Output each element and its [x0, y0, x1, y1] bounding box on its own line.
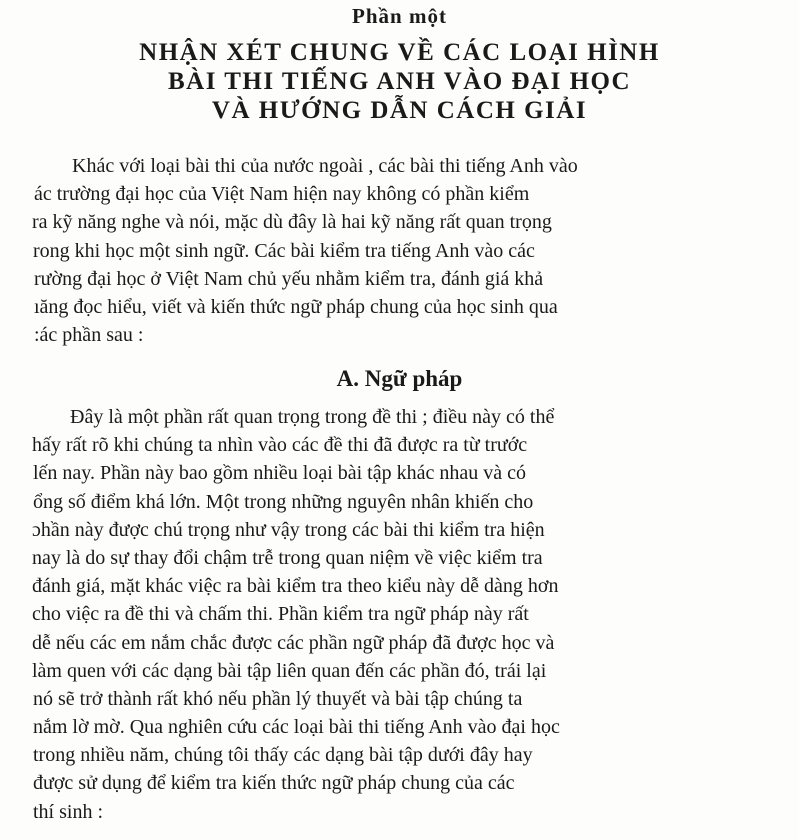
- title-line: NHẬN XÉT CHUNG VỀ CÁC LOẠI HÌNH: [139, 39, 660, 66]
- chapter-title: [0, 38, 799, 125]
- text-line: ra kỹ năng nghe và nói, mặc dù đây là hai kỹ năng rất quan trọng: [32, 211, 552, 234]
- text-line: ác trường đại học của Việt Nam hiện nay không có phần kiểm: [34, 183, 530, 206]
- part-label: Phần một: [352, 4, 447, 28]
- text-line: đánh giá, mặt khác việc ra bài kiểm tra theo kiểu này dễ dàng hơn: [32, 575, 559, 598]
- text-line: lến nay. Phần này bao gồm nhiều loại bài tập khác nhau và có: [33, 462, 526, 485]
- text-line: nay là do sự thay đổi chậm trễ trong quan niệm về việc kiểm tra: [32, 546, 543, 569]
- text-line: dễ nếu các em nắm chắc được các phần ngữ pháp đã được học và: [32, 631, 555, 654]
- title-line: VÀ HƯỚNG DẪN CÁCH GIẢI: [211, 97, 588, 124]
- text-line: nó sẽ trở thành rất khó nếu phần lý thuyết và bài tập chúng ta: [33, 687, 523, 710]
- text-line: rong khi học một sinh ngữ. Các bài kiểm tra tiếng Anh vào các: [33, 239, 535, 262]
- text-line: trong nhiều năm, chúng tôi thấy các dạng bài tập dưới đây hay: [33, 744, 533, 767]
- title-line: BÀI THI TIẾNG ANH VÀO ĐẠI HỌC: [167, 68, 632, 95]
- text-line: Khác với loại bài thi của nước ngoài , các bài thi tiếng Anh vào: [72, 155, 578, 177]
- grammar-paragraph: [0, 403, 760, 826]
- text-line: nắm lờ mờ. Qua nghiên cứu các loại bài thi tiếng Anh vào đại học: [33, 716, 560, 739]
- text-line: cho việc ra đề thi và chấm thi. Phần kiểm tra ngữ pháp này rất: [32, 603, 529, 626]
- text-line: thí sinh :: [33, 800, 104, 823]
- text-line: :ác phần sau :: [34, 324, 144, 347]
- text-line: rường đại học ở Việt Nam chủ yếu nhằm kiểm tra, đánh giá khả: [34, 267, 544, 290]
- text-line: hấy rất rõ khi chúng ta nhìn vào các đề thi đã được ra từ trước: [32, 434, 528, 457]
- text-line: Đây là một phần rất quan trọng trong đề thi ; điều này có thể: [70, 406, 555, 428]
- text-line: ɔhần này được chú trọng như vậy trong các bài thi kiểm tra hiện: [32, 518, 545, 541]
- intro-paragraph: [0, 152, 760, 349]
- section-heading: A. Ngữ pháp: [336, 366, 463, 391]
- text-line: làm quen với các dạng bài tập liên quan đến các phần đó, trái lại: [32, 659, 547, 682]
- text-line: được sử dụng để kiểm tra kiến thức ngữ pháp chung của các: [33, 772, 515, 795]
- text-line: ıăng đọc hiểu, viết và kiến thức ngữ pháp chung của học sinh qua: [34, 295, 558, 318]
- text-line: ổng số điểm khá lớn. Một trong những nguyên nhân khiến cho: [33, 490, 534, 513]
